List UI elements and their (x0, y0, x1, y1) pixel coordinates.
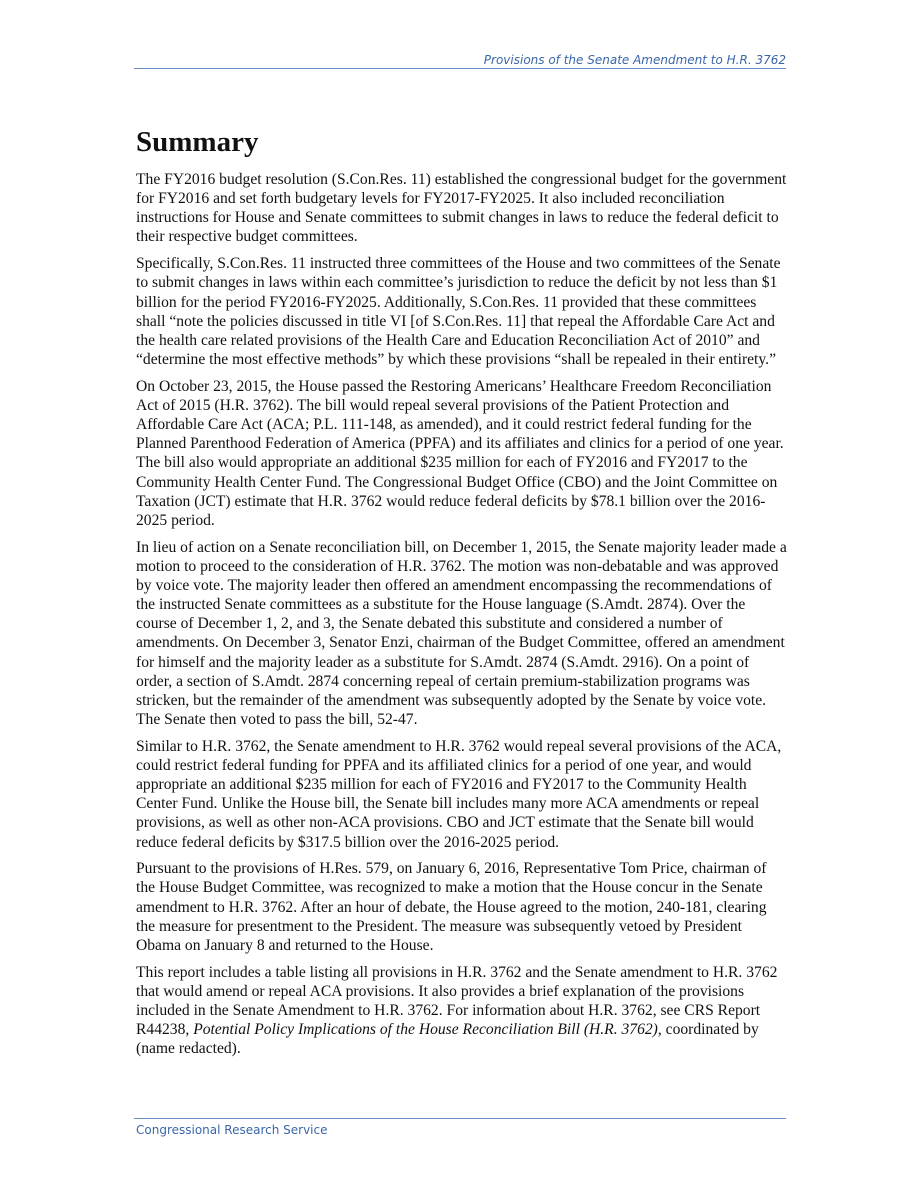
summary-section (136, 124, 788, 1066)
summary-paragraph-5: Similar to H.R. 3762, the Senate amendment to H.R. 3762 would repeal several provisions of the ACA, could restrict federal funding for PPFA and its affiliated clinics for a period of one year, and would appropriate an additional $235 million for each of FY2016 and FY2017 to the Community Health Center Fund. Unlike the House bill, the Senate bill includes many more ACA amendments or repeal provisions, as well as other non-ACA provisions. CBO and JCT estimate that the Senate bill would reduce federal deficits by $317.5 billion over the 2016-2025 period. (136, 737, 782, 851)
section-heading: Summary (136, 126, 259, 158)
header-rule (134, 68, 786, 69)
running-header: Provisions of the Senate Amendment to H.R. 3762 (483, 53, 786, 67)
footer-rule (134, 1118, 786, 1119)
paragraph-7-text-before: This report includes a table listing all provisions in H.R. 3762 and the Senate amendment to H.R. 3762 that would amend or repeal ACA provisions. It also provides a brief explanation of the provisions included in the Senate Amendment to H.R. 3762. For information about H.R. 3762, see CRS Report R44238, (136, 963, 778, 1039)
crs-report-title: Potential Policy Implications of the House Reconciliation Bill (H.R. 3762) (193, 1021, 658, 1039)
summary-paragraph-3: On October 23, 2015, the House passed the Restoring Americans’ Healthcare Freedom Reconciliation Act of 2015 (H.R. 3762). The bill would repeal several provisions of the Patient Protection and Affordable Care Act (ACA; P.L. 111-148, as amended), and it could restrict federal funding for the Planned Parenthood Federation of America (PPFA) and its affiliates and clinics for a period of one year. The bill also would appropriate an additional $235 million for each of FY2016 and FY2017 to the Community Health Center Fund. The Congressional Budget Office (CBO) and the Joint Committee on Taxation (JCT) estimate that H.R. 3762 would reduce federal deficits by $78.1 billion over the 2016-2025 period. (136, 377, 784, 529)
paragraph-7-text-after: , coordinated by (name redacted). (136, 1021, 759, 1058)
running-footer: Congressional Research Service (136, 1123, 328, 1137)
summary-paragraph-7 (136, 963, 788, 1059)
summary-paragraph-4: In lieu of action on a Senate reconciliation bill, on December 1, 2015, the Senate majority leader made a motion to proceed to the consideration of H.R. 3762. The motion was non-debatable and was approved by voice vote. The majority leader then offered an amendment encompassing the recommendations of the instructed Senate committees as a substitute for the House language (S.Amdt. 2874). Over the course of December 1, 2, and 3, the Senate debated this substitute and considered a number of amendments. On December 3, Senator Enzi, chairman of the Budget Committee, offered an amendment for himself and the majority leader as a substitute for S.Amdt. 2874 (S.Amdt. 2916). On a point of order, a section of S.Amdt. 2874 concerning repeal of certain premium-stabilization programs was stricken, but the remainder of the amendment was subsequently adopted by the Senate by voice vote. The Senate then voted to pass the bill, 52-47. (136, 538, 787, 728)
summary-paragraph-1: The FY2016 budget resolution (S.Con.Res. 11) established the congressional budget for the government for FY2016 and set forth budgetary levels for FY2017-FY2025. It also included reconciliation instructions for House and Senate committees to submit changes in laws to reduce the federal deficit to their respective budget committees. (136, 171, 787, 246)
summary-paragraph-6: Pursuant to the provisions of H.Res. 579, on January 6, 2016, Representative Tom Price, chairman of the House Budget Committee, was recognized to make a motion that the House concur in the Senate amendment to H.R. 3762. After an hour of debate, the House agreed to the motion, 240-181, clearing the measure for presentment to the President. The measure was subsequently vetoed by President Obama on January 8 and returned to the House. (136, 860, 767, 954)
summary-paragraph-2: Specifically, S.Con.Res. 11 instructed three committees of the House and two committees of the Senate to submit changes in laws within each committee’s jurisdiction to reduce the deficit by not less than $1 billion for the period FY2016-FY2025. Additionally, S.Con.Res. 11 provided that these committees shall “note the policies discussed in title VI [of S.Con.Res. 11] that repeal the Affordable Care Act and the health care related provisions of the Health Care and Education Reconciliation Act of 2010” and “determine the most effective methods” by which these provisions “shall be repealed in their entirety.” (136, 255, 781, 368)
